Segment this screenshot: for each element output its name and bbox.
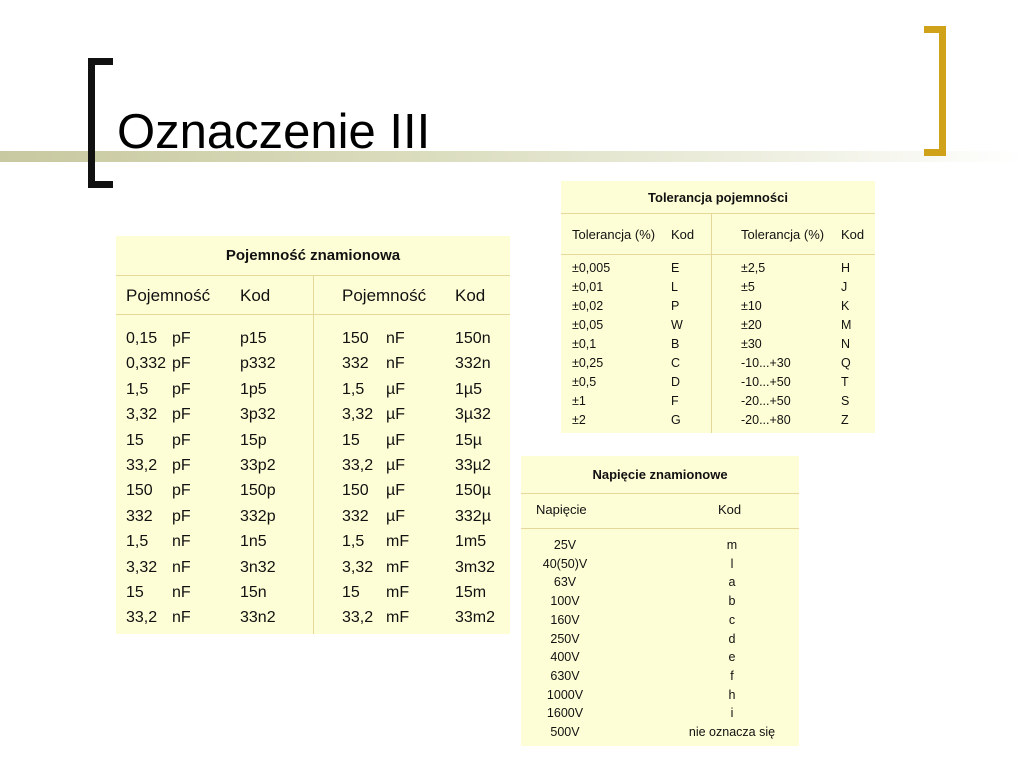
capacitance-unit: pF xyxy=(172,330,191,347)
voltage-code: i xyxy=(730,706,734,721)
capacitance-value: 150 xyxy=(342,330,369,347)
tolerance-code: G xyxy=(671,413,681,427)
capacitance-value: 15 xyxy=(126,584,144,601)
capacitance-code: 332p xyxy=(240,507,276,525)
tolerance-code: T xyxy=(841,375,849,389)
voltage-value: 630V xyxy=(550,668,580,683)
slide-title: Oznaczenie III xyxy=(117,105,431,159)
tolerance-value: -10...+30 xyxy=(741,356,791,370)
capacitance-value: 15 xyxy=(126,431,144,449)
header-divider xyxy=(521,528,799,529)
tolerance-value: ±0,05 xyxy=(572,318,604,332)
capacitance-unit: µF xyxy=(386,406,405,424)
capacitance-value: 332 xyxy=(126,507,153,525)
tolerance-table xyxy=(561,181,875,433)
tolerance-header-1: Tolerancja (%) xyxy=(572,227,656,242)
tolerance-value: ±0,5 xyxy=(572,375,597,389)
capacitance-unit: µF xyxy=(386,482,405,500)
capacitance-unit: nF xyxy=(172,558,191,576)
capacitance-code: p332 xyxy=(240,355,276,373)
capacitance-table-title: Pojemność znamionowa xyxy=(116,236,510,276)
capacitance-value: 15 xyxy=(342,584,360,601)
capacitance-code: 150n xyxy=(455,330,491,347)
tolerance-value: ±0,005 xyxy=(572,261,611,275)
capacitance-code: 1n5 xyxy=(240,533,267,551)
capacitance-value: 150 xyxy=(342,482,369,500)
capacitance-unit: µF xyxy=(386,507,405,525)
voltage-value: 1600V xyxy=(546,706,584,721)
tolerance-value: ±20 xyxy=(741,318,762,332)
capacitance-code: 33µ2 xyxy=(455,457,491,474)
tolerance-value: ±5 xyxy=(741,280,755,294)
voltage-value: 400V xyxy=(550,650,580,665)
capacitance-code: 332µ xyxy=(455,507,491,525)
capacitance-value: 0,15 xyxy=(126,330,158,347)
voltage-code: h xyxy=(728,687,736,702)
capacitance-unit: nF xyxy=(386,330,405,347)
capacitance-code: 150p xyxy=(240,482,276,500)
tol-code-header-2: Kod xyxy=(841,227,865,242)
capacitance-header-2: Pojemność xyxy=(342,286,427,305)
capacitance-unit: nF xyxy=(386,355,405,373)
tolerance-code: J xyxy=(841,280,848,294)
voltage-code: d xyxy=(728,631,736,646)
capacitance-value: 33,2 xyxy=(342,609,374,627)
tolerance-value: -10...+50 xyxy=(741,375,791,389)
voltage-code: a xyxy=(728,575,736,590)
voltage-code: l xyxy=(730,556,734,571)
tolerance-code: C xyxy=(671,356,681,370)
capacitance-value: 1,5 xyxy=(126,533,149,551)
capacitance-unit: mF xyxy=(386,533,410,551)
code-header-1: Kod xyxy=(240,286,271,305)
capacitance-code: 15p xyxy=(240,431,267,449)
capacitance-code: 1µ5 xyxy=(455,380,483,398)
tolerance-code: E xyxy=(671,261,680,275)
capacitance-unit: pF xyxy=(172,482,191,500)
tolerance-value: ±0,02 xyxy=(572,299,604,313)
capacitance-unit: nF xyxy=(172,584,191,601)
voltage-value: 160V xyxy=(550,612,580,627)
capacitance-value: 15 xyxy=(342,431,360,449)
tolerance-code: B xyxy=(671,337,680,351)
tolerance-code: M xyxy=(841,318,852,332)
header-divider xyxy=(561,254,875,255)
right-bracket-decoration xyxy=(924,26,946,156)
capacitance-unit: nF xyxy=(172,533,191,551)
capacitance-code: 33p2 xyxy=(240,457,276,474)
capacitance-code: 150µ xyxy=(455,482,491,500)
voltage-code: c xyxy=(728,612,736,627)
capacitance-value: 150 xyxy=(126,482,153,500)
capacitance-value: 3,32 xyxy=(342,558,374,576)
capacitance-unit: pF xyxy=(172,380,191,398)
voltage-table xyxy=(521,456,799,746)
tolerance-value: ±1 xyxy=(572,394,586,408)
tolerance-header-2: Tolerancja (%) xyxy=(741,227,825,242)
capacitance-code: 15m xyxy=(455,584,487,601)
tol-code-header-1: Kod xyxy=(671,227,695,242)
voltage-code: m xyxy=(726,538,738,552)
capacitance-unit: µF xyxy=(386,380,405,398)
capacitance-value: 1,5 xyxy=(342,533,365,551)
capacitance-code: 33n2 xyxy=(240,609,276,627)
tolerance-code: L xyxy=(671,280,678,294)
tolerance-value: ±0,01 xyxy=(572,280,604,294)
voltage-value: 500V xyxy=(550,725,580,739)
tolerance-value: -20...+80 xyxy=(741,413,791,427)
capacitance-code: p15 xyxy=(240,330,267,347)
capacitance-value: 3,32 xyxy=(126,406,158,424)
tolerance-code: P xyxy=(671,299,680,313)
tolerance-value: ±0,1 xyxy=(572,337,597,351)
capacitance-value: 0,332 xyxy=(126,355,167,373)
capacitance-value: 3,32 xyxy=(342,406,374,424)
voltage-code-header: Kod xyxy=(718,502,742,517)
capacitance-unit: pF xyxy=(172,507,191,525)
capacitance-unit: mF xyxy=(386,584,410,601)
code-header-2: Kod xyxy=(455,286,486,305)
capacitance-value: 1,5 xyxy=(126,380,149,398)
capacitance-value: 33,2 xyxy=(126,609,158,627)
tolerance-code: Z xyxy=(841,413,849,427)
tolerance-code: D xyxy=(671,375,681,389)
voltage-value: 250V xyxy=(550,631,580,646)
voltage-code: e xyxy=(728,650,736,665)
tolerance-code: W xyxy=(671,318,683,332)
capacitance-header-1: Pojemność xyxy=(126,286,211,305)
capacitance-unit: mF xyxy=(386,609,410,627)
capacitance-unit: µF xyxy=(386,457,405,474)
voltage-table-title: Napięcie znamionowe xyxy=(521,456,799,494)
capacitance-value: 33,2 xyxy=(342,457,374,474)
capacitance-value: 332 xyxy=(342,507,369,525)
tolerance-code: F xyxy=(671,394,679,408)
voltage-value: 63V xyxy=(553,575,577,590)
capacitance-value: 1,5 xyxy=(342,380,365,398)
voltage-value: 25V xyxy=(553,538,577,552)
capacitance-code: 3µ32 xyxy=(455,406,491,424)
column-divider xyxy=(313,276,314,634)
voltage-value: 100V xyxy=(550,594,580,609)
capacitance-code: 3m32 xyxy=(455,558,496,576)
capacitance-unit: µF xyxy=(386,431,405,449)
tolerance-value: ±10 xyxy=(741,299,762,313)
tolerance-code: K xyxy=(841,299,850,313)
capacitance-value: 3,32 xyxy=(126,558,158,576)
capacitance-code: 3n32 xyxy=(240,558,276,576)
tolerance-code: S xyxy=(841,394,850,408)
capacitance-value: 33,2 xyxy=(126,457,158,474)
tolerance-value: -20...+50 xyxy=(741,394,791,408)
capacitance-code: 3p32 xyxy=(240,406,276,424)
voltage-code: f xyxy=(730,668,734,683)
capacitance-code: 15n xyxy=(240,584,267,601)
tolerance-value: ±30 xyxy=(741,337,762,351)
capacitance-table xyxy=(116,236,510,634)
voltage-code: b xyxy=(728,594,736,609)
voltage-header: Napięcie xyxy=(536,502,587,517)
capacitance-code: 332n xyxy=(455,355,491,373)
voltage-code: nie oznacza się xyxy=(688,725,776,739)
capacitance-unit: mF xyxy=(386,558,410,576)
tolerance-value: ±2,5 xyxy=(741,261,766,275)
tolerance-code: N xyxy=(841,337,851,351)
capacitance-unit: nF xyxy=(172,609,191,627)
tolerance-value: ±0,25 xyxy=(572,356,604,370)
capacitance-unit: pF xyxy=(172,457,191,474)
capacitance-code: 33m2 xyxy=(455,609,496,627)
capacitance-unit: pF xyxy=(172,355,191,373)
voltage-value: 1000V xyxy=(546,687,584,702)
column-divider xyxy=(711,214,712,433)
capacitance-code: 1m5 xyxy=(455,533,487,551)
capacitance-code: 1p5 xyxy=(240,380,267,398)
left-bracket-decoration xyxy=(88,58,113,188)
tolerance-code: H xyxy=(841,261,851,275)
capacitance-unit: pF xyxy=(172,431,191,449)
voltage-value: 40(50)V xyxy=(542,556,588,571)
capacitance-value: 332 xyxy=(342,355,369,373)
tolerance-value: ±2 xyxy=(572,413,586,427)
capacitance-code: 15µ xyxy=(455,431,483,449)
tolerance-code: Q xyxy=(841,356,851,370)
capacitance-unit: pF xyxy=(172,406,191,424)
tolerance-table-title: Tolerancja pojemności xyxy=(561,181,875,214)
